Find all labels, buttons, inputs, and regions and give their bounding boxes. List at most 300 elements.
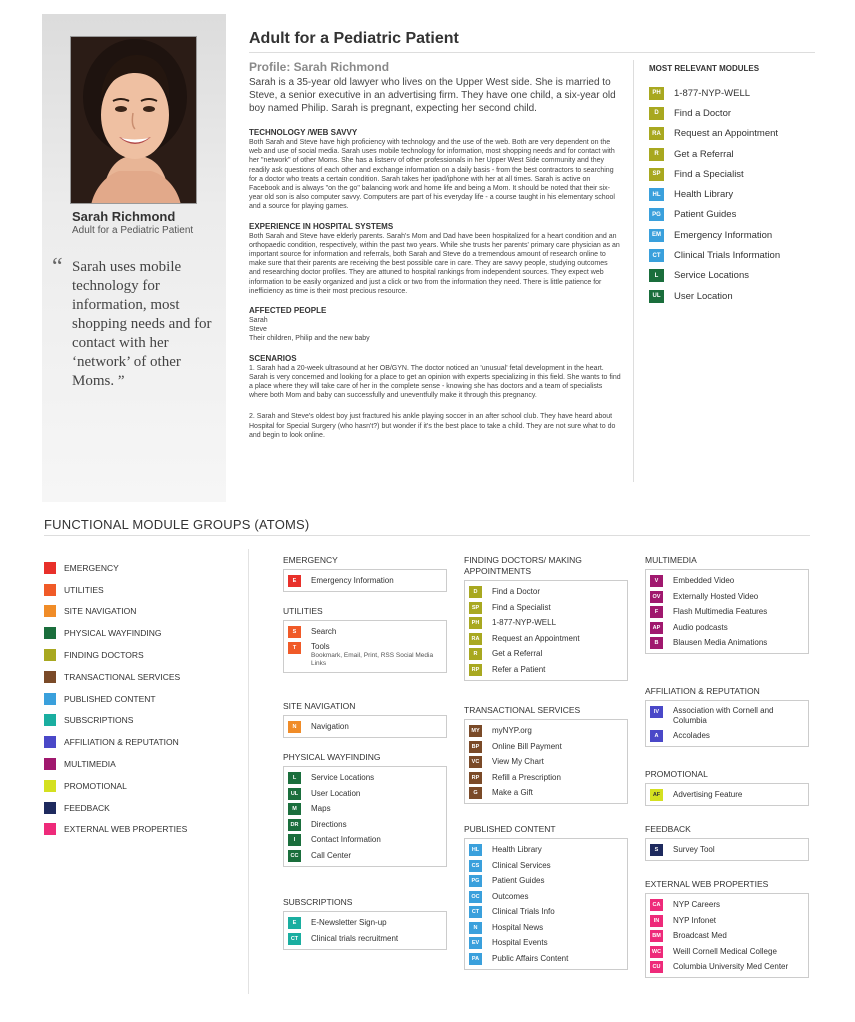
legend-item xyxy=(44,601,187,623)
module-item[interactable] xyxy=(288,642,442,668)
module-item[interactable] xyxy=(650,730,804,742)
module-name: Embedded Video xyxy=(673,576,735,585)
section-paragraph: 1. Sarah had a 20-week ultrasound at her OB/GYN. The doctor noticed an 'unusual' fetal development in the heart. Sarah is very concerned and looking for a place to get an opinion with experts specializing in this field. She wants to find a place where they will take care of her in the complete sense - knowing she has doctors and a team of specialists where both Mom and baby can successfully and uneventfully make it through this pregnancy. xyxy=(249,364,621,400)
group-title: PUBLISHED CONTENT xyxy=(464,824,556,834)
module-code-badge: PH xyxy=(649,87,664,100)
module-code-badge: IN xyxy=(650,915,663,927)
relevant-modules-list xyxy=(649,83,829,306)
module-name: Contact Information xyxy=(311,835,381,844)
module-code-badge: D xyxy=(649,107,664,120)
relevant-module-item[interactable] xyxy=(649,205,829,225)
legend-item xyxy=(44,644,187,666)
group-module-box xyxy=(645,783,809,806)
group-subscriptions xyxy=(283,897,447,950)
legend-label: UTILITIES xyxy=(64,584,104,595)
legend-item xyxy=(44,775,187,797)
relevant-module-item[interactable] xyxy=(649,124,829,144)
module-code-badge: R xyxy=(469,648,482,660)
module-name: Navigation xyxy=(311,722,349,731)
module-label xyxy=(492,741,562,753)
legend-swatch xyxy=(44,562,56,574)
module-code-badge: PH xyxy=(469,617,482,629)
module-item[interactable] xyxy=(469,617,623,629)
module-label xyxy=(492,602,551,614)
module-code-badge: HL xyxy=(649,188,664,201)
module-item[interactable] xyxy=(288,788,442,800)
legend-swatch xyxy=(44,758,56,770)
section-paragraph: Both Sarah and Steve have elderly parents. Sarah's Mom and Dad have been hospitalized for a heart condition and an orthopaedic condition, respectively, within the past two years. While she trusts her parents' primary care physician as an important source for information and referrals, both Sarah and Steve do a tremendous amount of research online to make sure that their parents are receiving the best possible care in care. They are savvy people, studying outcomes and researching doctor profiles. They are attuned to hospital rankings from independent sources. They expect web information to be easily organized and just a click or two from the information they need. There is little patience for inefficiency as time is their most precious resource. xyxy=(249,232,620,295)
module-item[interactable] xyxy=(469,586,623,598)
module-label xyxy=(673,930,727,942)
group-module-box xyxy=(283,911,447,950)
module-item[interactable] xyxy=(469,725,623,737)
module-item[interactable] xyxy=(288,772,442,784)
legend-swatch xyxy=(44,649,56,661)
module-name: Directions xyxy=(311,819,347,829)
module-code-badge: CU xyxy=(650,961,663,973)
legend-label: FINDING DOCTORS xyxy=(64,650,144,661)
module-name: Outcomes xyxy=(492,891,529,901)
module-label xyxy=(673,730,710,742)
module-label xyxy=(492,648,542,660)
module-label xyxy=(492,756,544,768)
module-name: Find a Doctor xyxy=(492,587,541,596)
module-label xyxy=(492,617,556,629)
module-item[interactable] xyxy=(650,899,804,911)
module-code-badge: AF xyxy=(650,789,663,801)
module-item[interactable] xyxy=(469,937,623,949)
module-item[interactable] xyxy=(288,721,442,733)
module-label xyxy=(492,906,555,918)
group-title: EMERGENCY xyxy=(283,555,338,565)
relevant-module-item[interactable] xyxy=(649,164,829,184)
module-code-badge: PG xyxy=(469,875,482,887)
group-module-box xyxy=(464,838,628,970)
module-item[interactable] xyxy=(469,633,623,645)
module-label xyxy=(673,637,767,649)
column-divider xyxy=(633,60,634,482)
section-heading: SCENARIOS xyxy=(249,353,297,363)
module-label: Patient Guides xyxy=(674,209,737,221)
module-label xyxy=(311,819,347,831)
persona-article xyxy=(249,76,621,450)
legend-label: PUBLISHED CONTENT xyxy=(64,693,156,704)
module-label xyxy=(311,575,394,587)
module-sublabel: Bookmark, Email, Print, RSS Social Media Links xyxy=(311,651,434,667)
module-item[interactable] xyxy=(288,917,442,929)
legend-label: AFFILIATION & REPUTATION xyxy=(64,737,179,748)
legend-divider xyxy=(248,549,249,994)
section-paragraph: Both Sarah and Steve have high proficiency with technology and the use of the web. Both are very dependent on the web and use of social media. Sarah uses mobile technology for information, most shopping needs and for contact with her "network" of other Moms. She has a listserv of other professionals in her Upper West Side community and they readily ask questions of each other and exchange information on a daily basis - from the best contractors to searching for a doctor who treats a certain condition. Sarah takes her ipad/iphone with her at all times. Sarah is active on Facebook and is always "on the go" balancing work and home life and being a Mom. It should be noted that their six-year old son is also computer savvy. Computers are part of his everyday life - a course taught in his elementary school and a source for playing games. xyxy=(249,139,615,211)
module-code-badge: EM xyxy=(649,229,664,242)
module-code-badge: HL xyxy=(469,844,482,856)
module-item[interactable] xyxy=(650,946,804,958)
module-label: Clinical Trials Information xyxy=(674,250,781,262)
module-code-badge: MY xyxy=(469,725,482,737)
module-code-badge: M xyxy=(288,803,301,815)
module-label xyxy=(311,933,398,945)
module-name: Search xyxy=(311,627,337,636)
module-code-badge: BP xyxy=(469,741,482,753)
module-name: NYP Infonet xyxy=(673,915,716,925)
module-label xyxy=(492,953,568,965)
module-name: Patient Guides xyxy=(492,876,545,885)
module-label xyxy=(311,917,387,929)
relevant-module-item[interactable] xyxy=(649,103,829,123)
module-code-badge: CT xyxy=(469,906,482,918)
module-item[interactable] xyxy=(469,906,623,918)
module-code-badge: UL xyxy=(649,290,664,303)
module-code-badge: E xyxy=(288,917,301,929)
module-code-badge: PA xyxy=(469,953,482,965)
module-label: Health Library xyxy=(674,189,734,201)
module-name: Public Affairs Content xyxy=(492,953,569,963)
functional-groups-title: FUNCTIONAL MODULE GROUPS (ATOMS) xyxy=(44,517,310,532)
section-heading: EXPERIENCE IN HOSPITAL SYSTEMS xyxy=(249,221,394,231)
module-code-badge: BM xyxy=(650,930,663,942)
module-code-badge: UL xyxy=(288,788,301,800)
group-title: TRANSACTIONAL SERVICES xyxy=(464,705,581,715)
module-label: Find a Doctor xyxy=(674,107,732,119)
module-code-badge: WC xyxy=(650,946,663,958)
group-title: PHYSICAL WAYFINDING xyxy=(283,752,381,762)
module-code-badge: EV xyxy=(469,937,482,949)
legend-label: EMERGENCY xyxy=(64,562,119,573)
group-title: MULTIMEDIA xyxy=(645,555,697,565)
module-label xyxy=(311,772,374,784)
module-name: Externally Hosted Video xyxy=(673,591,759,601)
group-site-navigation xyxy=(283,701,447,738)
module-item[interactable] xyxy=(650,930,804,942)
section-heading: TECHNOLOGY /WEB SAVVY xyxy=(249,128,358,137)
module-label xyxy=(673,915,716,927)
module-label xyxy=(311,834,381,846)
module-label xyxy=(673,706,804,726)
legend-item xyxy=(44,819,187,841)
module-item[interactable] xyxy=(650,844,804,856)
group-module-box xyxy=(464,719,628,804)
module-name: Advertising Feature xyxy=(673,790,743,799)
document-title: Adult for a Pediatric Patient xyxy=(249,30,459,47)
module-label xyxy=(492,891,528,903)
module-label: Request an Appointment xyxy=(674,128,779,140)
module-label xyxy=(492,633,580,645)
module-label xyxy=(311,626,336,638)
module-item[interactable] xyxy=(469,772,623,784)
group-module-box xyxy=(283,569,447,592)
module-item[interactable] xyxy=(288,803,442,815)
relevant-module-item[interactable] xyxy=(649,245,829,265)
module-code-badge: D xyxy=(469,586,482,598)
module-label xyxy=(492,937,548,949)
article-sections xyxy=(249,128,621,440)
module-name: Find a Specialist xyxy=(492,602,551,612)
module-name: Make a Gift xyxy=(492,788,533,797)
module-name: Clinical Trials Info xyxy=(492,907,555,916)
module-code-badge: G xyxy=(469,787,482,799)
legend-swatch xyxy=(44,714,56,726)
legend-swatch xyxy=(44,584,56,596)
group-title: AFFILIATION & REPUTATION xyxy=(645,686,760,696)
module-name: Emergency Information xyxy=(311,576,394,585)
module-item[interactable] xyxy=(650,706,804,726)
group-module-box xyxy=(645,700,809,747)
group-utilities xyxy=(283,606,447,673)
module-label xyxy=(673,946,777,958)
module-item[interactable] xyxy=(469,648,623,660)
module-label: Emergency Information xyxy=(674,229,773,241)
module-code-badge: T xyxy=(288,642,301,654)
group-published-content xyxy=(464,824,628,970)
module-name: Maps xyxy=(311,804,331,813)
section-body xyxy=(249,232,621,296)
module-name: Tools xyxy=(311,641,330,651)
module-item[interactable] xyxy=(469,953,623,965)
module-item[interactable] xyxy=(650,622,804,634)
legend-swatch xyxy=(44,605,56,617)
module-name: Accolades xyxy=(673,730,710,740)
module-code-badge: IV xyxy=(650,706,663,718)
relevant-module-item[interactable] xyxy=(649,83,829,103)
module-item[interactable] xyxy=(650,575,804,587)
module-label xyxy=(311,850,351,862)
module-name: Call Center xyxy=(311,850,352,860)
profile-photo xyxy=(70,36,197,204)
module-label: 1-877-NYP-WELL xyxy=(674,87,751,99)
section-paragraph: Sarah Steve Their children, Philip and the new baby xyxy=(249,317,370,343)
module-label xyxy=(492,664,545,676)
module-label: User Location xyxy=(674,290,733,302)
module-name: Request an Appointment xyxy=(492,633,580,643)
module-code-badge: RA xyxy=(469,633,482,645)
relevant-module-item[interactable] xyxy=(649,225,829,245)
module-item[interactable] xyxy=(469,860,623,872)
module-item[interactable] xyxy=(650,915,804,927)
legend-item xyxy=(44,579,187,601)
legend-label: TRANSACTIONAL SERVICES xyxy=(64,671,181,682)
module-name: Clinical trials recruitment xyxy=(311,933,399,943)
module-item[interactable] xyxy=(469,602,623,614)
legend-item xyxy=(44,731,187,753)
module-code-badge: S xyxy=(288,626,301,638)
module-item[interactable] xyxy=(650,637,804,649)
module-item[interactable] xyxy=(469,891,623,903)
group-multimedia xyxy=(645,555,809,654)
module-code-badge: V xyxy=(650,575,663,587)
relevant-module-item[interactable] xyxy=(649,266,829,286)
module-name: Service Locations xyxy=(311,773,375,782)
module-code-badge: B xyxy=(650,637,663,649)
relevant-module-item[interactable] xyxy=(649,184,829,204)
legend-swatch xyxy=(44,823,56,835)
module-label xyxy=(311,642,442,668)
persona-quote: Sarah uses mobile technology for information, most shopping needs and for contact with her ‘network’ of other Moms. ” xyxy=(72,259,212,389)
module-label: Find a Specialist xyxy=(674,168,744,180)
module-name: 1-877-NYP-WELL xyxy=(492,618,557,627)
module-name: Blausen Media Animations xyxy=(673,638,768,647)
module-item[interactable] xyxy=(288,933,442,945)
module-label xyxy=(673,961,788,973)
group-title: SUBSCRIPTIONS xyxy=(283,897,353,907)
module-item[interactable] xyxy=(288,575,442,587)
module-code-badge: F xyxy=(650,606,663,618)
module-label: Service Locations xyxy=(674,270,749,282)
module-label xyxy=(311,788,360,800)
module-label xyxy=(673,575,734,587)
module-item[interactable] xyxy=(288,626,442,638)
section-heading: AFFECTED PEOPLE xyxy=(249,306,327,316)
module-code-badge: A xyxy=(650,730,663,742)
module-item[interactable] xyxy=(650,591,804,603)
legend-item xyxy=(44,797,187,819)
module-code-badge: SP xyxy=(649,168,664,181)
module-label xyxy=(492,922,543,934)
group-physical-wayfinding xyxy=(283,752,447,867)
module-name: Online Bill Payment xyxy=(492,741,562,751)
module-item[interactable] xyxy=(469,875,623,887)
title-divider xyxy=(249,52,815,53)
module-item[interactable] xyxy=(469,741,623,753)
legend-swatch xyxy=(44,671,56,683)
section-body xyxy=(249,316,621,344)
quote-open-mark: “ xyxy=(52,254,63,280)
module-name: User Location xyxy=(311,788,361,798)
module-code-badge: CT xyxy=(288,933,301,945)
legend-label: SUBSCRIPTIONS xyxy=(64,715,134,726)
module-name: Health Library xyxy=(492,845,542,854)
group-color-legend xyxy=(44,557,187,840)
module-name: Flash Multimedia Features xyxy=(673,607,768,616)
group-emergency xyxy=(283,555,447,592)
legend-item xyxy=(44,666,187,688)
relevant-module-item[interactable] xyxy=(649,286,829,306)
module-name: E-Newsletter Sign-up xyxy=(311,918,387,927)
module-item[interactable] xyxy=(650,961,804,973)
module-name: Survey Tool xyxy=(673,845,715,854)
module-item[interactable] xyxy=(288,834,442,846)
module-item[interactable] xyxy=(650,789,804,801)
legend-item xyxy=(44,688,187,710)
module-code-badge: CC xyxy=(288,850,301,862)
module-label xyxy=(311,721,349,733)
module-label xyxy=(492,860,551,872)
module-code-badge: CA xyxy=(650,899,663,911)
group-module-box xyxy=(283,766,447,867)
module-code-badge: S xyxy=(650,844,663,856)
module-label xyxy=(673,606,767,618)
group-module-box xyxy=(645,838,809,861)
module-code-badge: DR xyxy=(288,819,301,831)
module-name: Clinical Services xyxy=(492,860,551,870)
relevant-module-item[interactable] xyxy=(649,144,829,164)
module-code-badge: E xyxy=(288,575,301,587)
module-code-badge: R xyxy=(649,148,664,161)
module-code-badge: L xyxy=(649,269,664,282)
most-relevant-modules xyxy=(649,64,829,306)
legend-label: PHYSICAL WAYFINDING xyxy=(64,628,162,639)
module-name: Hospital News xyxy=(492,922,544,932)
module-code-badge: CS xyxy=(469,860,482,872)
persona-role: Adult for a Pediatric Patient xyxy=(72,225,194,236)
module-name: Refer a Patient xyxy=(492,664,546,674)
module-label xyxy=(673,899,720,911)
module-code-badge: VC xyxy=(469,756,482,768)
profile-heading: Profile: Sarah Richmond xyxy=(249,60,390,74)
module-code-badge: N xyxy=(469,922,482,934)
module-code-badge: RA xyxy=(649,127,664,140)
group-module-box xyxy=(464,580,628,681)
module-item[interactable] xyxy=(469,787,623,799)
module-item[interactable] xyxy=(469,844,623,856)
module-item[interactable] xyxy=(288,819,442,831)
module-code-badge: N xyxy=(288,721,301,733)
module-item[interactable] xyxy=(650,606,804,618)
legend-swatch xyxy=(44,736,56,748)
group-title: PROMOTIONAL xyxy=(645,769,708,779)
module-name: Broadcast Med xyxy=(673,931,727,940)
module-label xyxy=(492,586,540,598)
legend-swatch xyxy=(44,693,56,705)
module-label xyxy=(492,875,544,887)
legend-swatch xyxy=(44,780,56,792)
legend-item xyxy=(44,753,187,775)
legend-item xyxy=(44,622,187,644)
legend-item xyxy=(44,710,187,732)
module-label xyxy=(673,622,728,634)
module-name: myNYP.org xyxy=(492,726,532,735)
module-label xyxy=(673,789,742,801)
legend-swatch xyxy=(44,802,56,814)
module-label xyxy=(311,803,331,815)
group-title: SITE NAVIGATION xyxy=(283,701,356,711)
module-item[interactable] xyxy=(469,922,623,934)
module-item[interactable] xyxy=(469,664,623,676)
module-name: Audio podcasts xyxy=(673,622,728,632)
module-label xyxy=(492,844,542,856)
module-name: Refill a Prescription xyxy=(492,772,561,782)
legend-label: MULTIMEDIA xyxy=(64,759,116,770)
section-paragraph: 2. Sarah and Steve's oldest boy just fractured his ankle playing soccer in an after school club. They have heard about Hospital for Special Surgery (who hasn't?) but wonder if it's the best place to take a child. They are not sure what to do and begin to look online. xyxy=(249,413,616,439)
module-name: Columbia University Med Center xyxy=(673,962,789,971)
module-code-badge: RP xyxy=(469,772,482,784)
legend-label: FEEDBACK xyxy=(64,802,110,813)
module-label: Get a Referral xyxy=(674,148,734,160)
profile-sidebar xyxy=(42,14,226,502)
relevant-modules-title: MOST RELEVANT MODULES xyxy=(649,64,760,73)
module-code-badge: L xyxy=(288,772,301,784)
section-body xyxy=(249,138,621,212)
group-affiliation-reputation xyxy=(645,686,809,747)
module-name: View My Chart xyxy=(492,757,544,766)
group-module-box xyxy=(283,715,447,738)
group-module-box xyxy=(283,620,447,673)
legend-label: EXTERNAL WEB PROPERTIES xyxy=(64,824,188,835)
persona-name: Sarah Richmond xyxy=(72,209,176,224)
legend-item xyxy=(44,557,187,579)
legend-label: SITE NAVIGATION xyxy=(64,606,137,617)
module-item[interactable] xyxy=(288,850,442,862)
module-label xyxy=(673,844,715,856)
module-name: Hospital Events xyxy=(492,938,548,947)
group-module-box xyxy=(645,893,809,978)
module-name: Association with Cornell and Columbia xyxy=(673,706,774,725)
legend-swatch xyxy=(44,627,56,639)
group-finding-doctors xyxy=(464,555,628,681)
persona-intro: Sarah is a 35-year old lawyer who lives on the Upper West side. She is married to Steve, a senior executive in an advertising firm. They have one child, a six-year old boy named Philip. Sarah is pregnant, expecting her second child. xyxy=(249,77,616,114)
group-module-box xyxy=(645,569,809,654)
module-item[interactable] xyxy=(469,756,623,768)
group-title: FINDING DOCTORS/ MAKING APPOINTMENTS xyxy=(464,555,582,576)
